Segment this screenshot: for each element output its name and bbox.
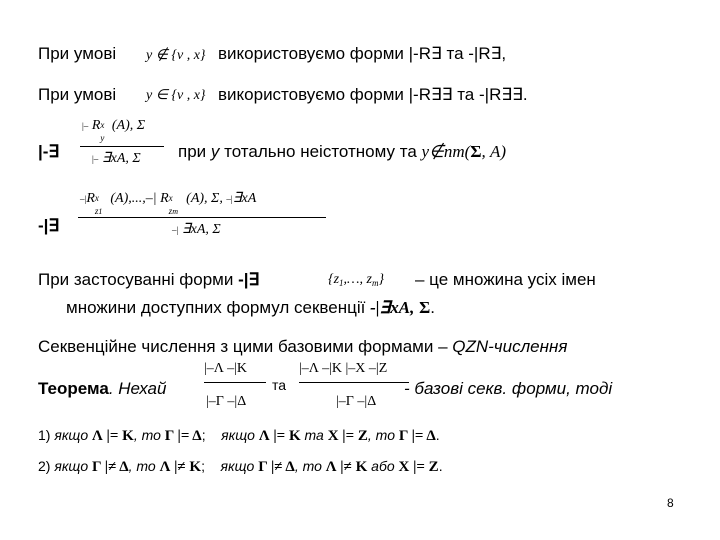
theorem-form1-bar — [204, 382, 266, 383]
theorem-form1-num: |–Λ –|K — [204, 361, 248, 376]
theorem-tail: - базові секв. форми, тоді — [404, 379, 613, 398]
rule1-denominator: |– ∃xA, Σ — [92, 151, 141, 166]
line1-math: y ∉ {v , x} — [146, 48, 206, 63]
para1-line2: множини доступних формул секвенції -|∃xA, Σ. — [66, 298, 435, 317]
theorem-intro: Теорема. Нехай — [38, 379, 167, 398]
rule1-condition: при y тотально неістотному та y∉nm(Σ, A) — [178, 142, 506, 161]
line1-form1: |-R∃ — [408, 44, 442, 63]
line2-and: та — [457, 85, 475, 104]
item2: 2) якщо Γ |≠ Δ, то Λ |≠ K; якщо Γ |≠ Δ, то Λ |≠ K або X |= Z. — [38, 458, 443, 475]
line2-math: y ∈ {v , x} — [146, 88, 206, 103]
line1-prefix: При умові — [38, 44, 117, 63]
theorem-form2-den: |–Γ –|Δ — [336, 394, 377, 409]
line1-form2: -|R∃, — [468, 44, 507, 63]
line2-text: використовуємо форми — [218, 85, 404, 104]
theorem-form2-bar — [299, 382, 409, 383]
rule1-fraction-bar — [80, 146, 164, 147]
para1-line1-tail: – це множина усіх імен — [415, 270, 596, 289]
rule2-numerator: –|R x z1 (A),...,–| R x zm (A), Σ, –|∃xA — [80, 191, 257, 216]
theorem-form2-num: |–Λ –|K |–X –|Z — [299, 361, 388, 376]
theorem-and: та — [272, 377, 287, 393]
rule2-denominator: –| ∃xA, Σ — [172, 222, 221, 237]
page-number: 8 — [667, 496, 674, 510]
rule1-label: |-∃ — [38, 142, 60, 161]
theorem-form1-den: |–Γ –|Δ — [206, 394, 247, 409]
line2-prefix: При умові — [38, 85, 117, 104]
line2 — [38, 85, 116, 105]
line1-and: та — [446, 44, 464, 63]
rule2-fraction-bar — [78, 217, 326, 218]
line2-form1: |-R∃∃ — [408, 85, 453, 104]
line1-text: використовуємо форми — [218, 44, 404, 63]
para1-set: {$z_1,\dots$, $z_m$} — [328, 272, 385, 288]
rule1-numerator: |– R x y (A), Σ — [82, 118, 146, 143]
line2-rest — [218, 85, 528, 105]
item1: 1) якщо Λ |= K, то Γ |= Δ; якщо Λ |= K та X |= Z, то Γ |= Δ. — [38, 427, 440, 444]
para2: Секвенційне числення з цими базовими формами – QZN-числення — [38, 337, 568, 356]
line1 — [38, 44, 116, 64]
para1-line1: При застосуванні форми -|∃ — [38, 270, 260, 289]
rule2-label: -|∃ — [38, 216, 60, 235]
line1-rest — [218, 44, 506, 64]
line2-form2: -|R∃∃. — [479, 85, 528, 104]
